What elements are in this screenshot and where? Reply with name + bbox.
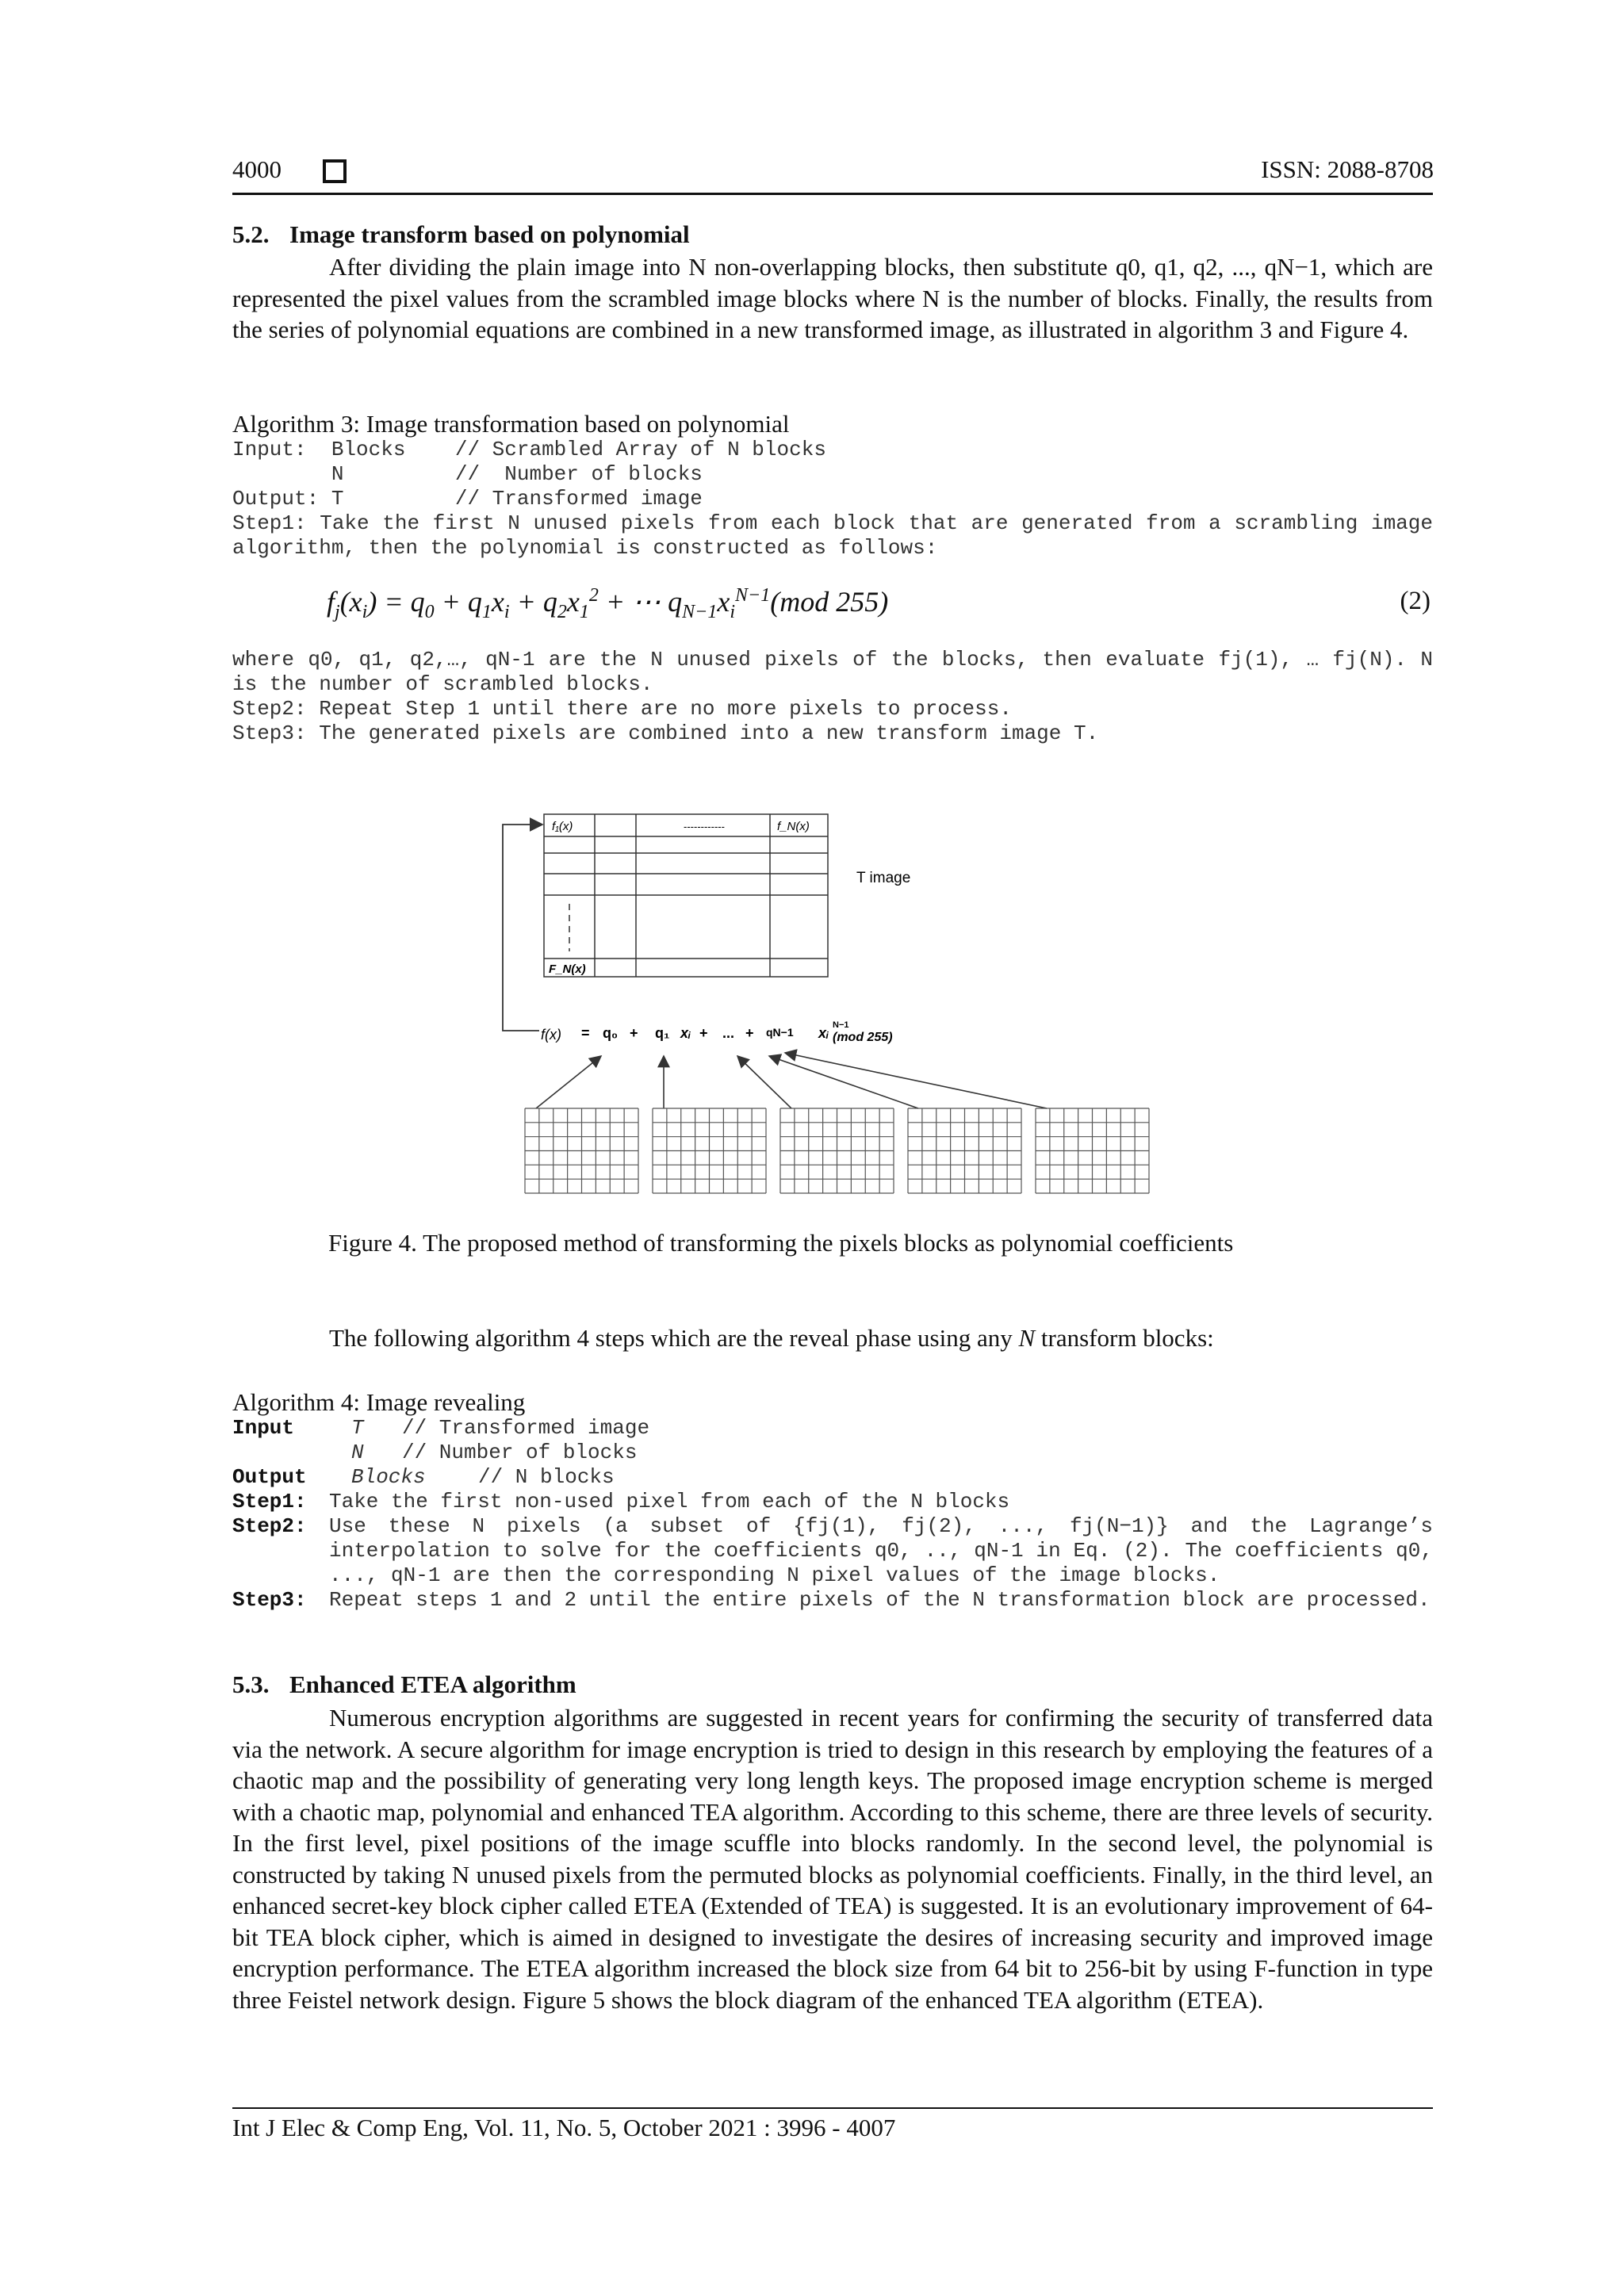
page-number: 4000 [232,155,282,183]
pixel-block-3 [780,1108,894,1193]
alg3-input-line: Input: Blocks // Scrambled Array of N blocks [232,438,826,461]
bottom-left-label: F_N(x) [549,962,586,976]
algorithm-3-title: Algorithm 3: Image transformation based on polynomial [232,410,790,438]
equation-2 [327,585,888,623]
section-title: Enhanced ETEA algorithm [289,1670,576,1698]
alg4-n-line: N // Number of blocks [351,1441,638,1464]
alg4-step2: Step2: Use these N pixels (a subset of {fj(1), fj(2), ..., fj(N−1)} and the Lagrange’s interpolation to solve for the coefficients q0, .., qN-1 in Eq. (2). The coefficients q0, ..., qN-1 are then the corresponding N pixel values of the image blocks. [232,1514,1433,1587]
formula-q1: q₁ [655,1025,670,1041]
section-title: Image transform based on polynomial [289,220,690,248]
alg4-input-line: Input T // Transformed image [232,1416,650,1440]
formula-plus: + [630,1025,638,1041]
feedback-arrow [503,825,542,1031]
t-image-label: T image [856,870,911,886]
alg3-step3: Step3: The generated pixels are combined into a new transform image T. [232,721,1099,745]
formula-exp: N−1 [833,1020,849,1030]
formula-dots: ... [722,1025,735,1041]
section-number: 5.3. [232,1670,270,1698]
alg3-n-line: N // Number of blocks [232,462,703,486]
alg3-where: where q0, q1, q2,…, qN-1 are the N unused pixels of the blocks, then evaluate fj(1), … fj(N). N is the number of scrambled blocks. [232,648,1433,696]
alg3-step2: Step2: Repeat Step 1 until there are no more pixels to process. [232,697,1012,721]
alg3-step1: Step1: Take the first N unused pixels from each block that are generated from a scrambling image algorithm, then the polynomial is constructed as follows: [232,511,1433,560]
intro-text-before: The following algorithm 4 steps which are the reveal phase using any [329,1324,1019,1352]
header-right-label: f_N(x) [777,820,810,833]
algorithm-3-body [232,438,1433,561]
alg4-step3: Step3: Repeat steps 1 and 2 until the entire pixels of the N transformation block are processed. [232,1588,1431,1612]
pixel-block-4 [908,1108,1021,1193]
equation-number: (2) [1400,587,1431,615]
formula-eq: = [581,1025,590,1041]
equation-render: $f_j(x_i) = q_0 + q_1x_i + q_2x_1^2$ + ⋯ $q_{N-1}x_i^{N-1}(mod$ 255) [327,585,889,623]
footer-citation: Int J Elec & Comp Eng, Vol. 11, No. 5, October 2021 : 3996 - 4007 [232,2114,896,2141]
formula-qn: qN−1 [766,1026,794,1039]
algorithm-4-intro [329,1324,1214,1353]
pixel-block-5 [1036,1108,1149,1193]
section-5-3-paragraph [232,1702,1433,2015]
t-image-grid [544,814,828,977]
algorithm-4-body [232,1416,1433,1613]
paragraph-text: After dividing the plain image into N non-overlapping blocks, then substitute q0, q1, q2, ..., qN−1, which are represented the pixel values from the scrambled image blocks where N is the number of blocks. Finally, the results from the series of polynomial equations are combined in a new transformed image, as illustrated in algorithm 3 and Figure 4. [232,253,1433,343]
pixel-block-2 [653,1108,766,1193]
intro-text-after: transform blocks: [1035,1324,1214,1352]
section-number: 5.2. [232,220,270,248]
pixel-blocks [525,1108,1149,1193]
formula-x1: xᵢ [680,1025,691,1041]
paragraph-text: Numerous encryption algorithms are suggested in recent years for confirming the security of transferred data via the network. A secure algorithm for image encryption is tried to design in this research by employing the features of a chaotic map and the possibility of generating very long length keys. The proposed image encryption scheme is merged with a chaotic map, polynomial and enhanced TEA algorithm. According to this scheme, there are three levels of security. In the first level, pixel positions of the image scuffle into blocks randomly. In the second level, the polynomial is constructed by taking N unused pixels from the permuted blocks as polynomial coefficients. Finally, in the third level, an enhanced secret-key block cipher called ETEA (Extended of TEA) is suggested. It is an evolutionary improvement of 64-bit TEA block cipher, which is aimed in designed to investigate the desires of increasing security and improved image encryption performance. The ETEA algorithm increased the block size from 64 bit to 256-bit by using F-function in type three Feistel network design. Figure 5 shows the block diagram of the enhanced TEA algorithm (ETEA). [232,1704,1433,2014]
figure-4-diagram [476,801,1174,1197]
formula-q0: q₀ [603,1025,619,1041]
section-5-2-paragraph [232,251,1433,346]
formula-plus: + [745,1025,754,1041]
intro-n: N [1018,1324,1036,1352]
algorithm-3-continued [232,648,1433,746]
alg4-step1: Step1: Take the first non-used pixel from each of the N blocks [232,1490,1010,1513]
formula-plus: + [699,1025,708,1041]
formula-xn: xᵢ [818,1025,829,1041]
header-left-label: f₁(x) [552,820,573,833]
algorithm-4-title: Algorithm 4: Image revealing [232,1388,526,1416]
section-heading-5-3 [232,1670,576,1699]
header-rule [232,193,1433,195]
header-dashes: ------------ [684,821,725,832]
figure-4-caption: Figure 4. The proposed method of transforming the pixels blocks as polynomial coefficients [328,1229,1234,1257]
header-box-icon [323,159,347,183]
alg3-output-line: Output: T // Transformed image [232,487,703,511]
polynomial-formula [541,1020,893,1044]
alg4-output-line: Output Blocks // N blocks [232,1465,615,1489]
pixel-block-1 [525,1108,638,1193]
section-heading-5-2 [232,220,690,249]
footer-rule [232,2107,1433,2109]
issn: ISSN: 2088-8708 [1261,155,1434,183]
formula-f: f(x) [541,1027,561,1043]
coefficient-arrows [536,1053,1047,1108]
formula-mod: (mod 255) [833,1031,893,1044]
